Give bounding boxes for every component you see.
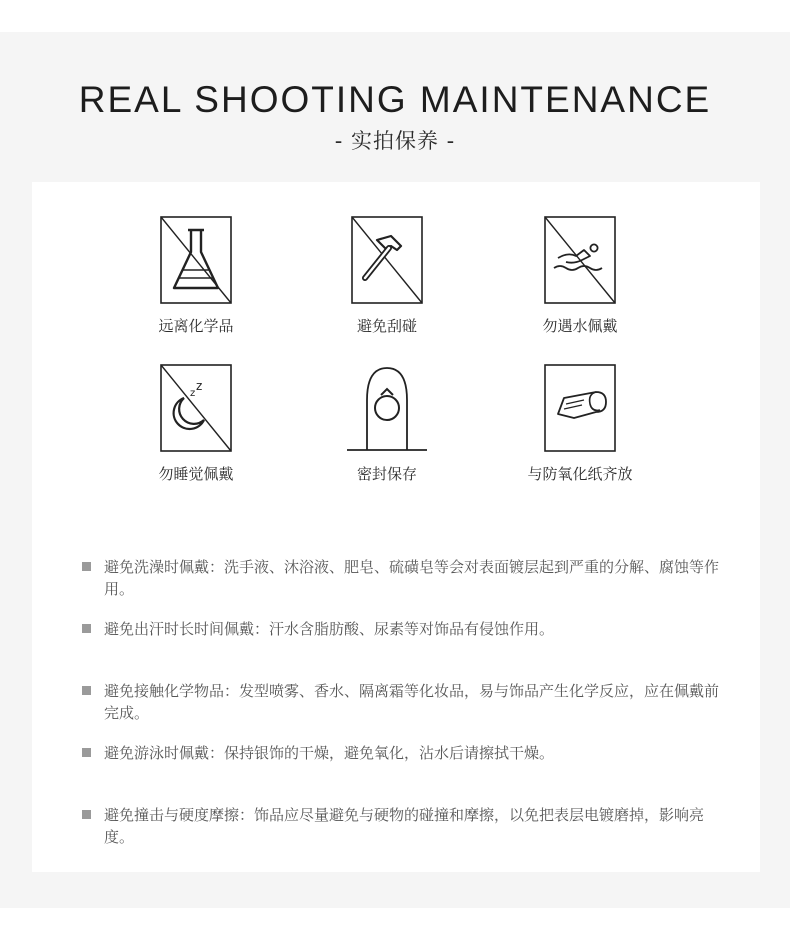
icon-item-water [490,216,670,336]
sleep-moon-icon [160,364,232,454]
icon-label: 密封保存 [356,465,417,483]
svg-text:z: z [190,388,196,399]
note-text: 避免游泳时佩戴：保持银饰的干燥，避免氧化，沾水后请擦拭干燥。 [104,744,555,762]
icon-item-sleep [106,364,286,484]
bullet-square [82,562,91,571]
bullet-square [82,624,91,633]
note-text: 避免撞击与硬度摩擦：饰品应尽量避免与硬物的碰撞和摩擦，以免把表层电镀磨掉，影响亮度。 [104,806,705,846]
page-subtitle: - 实拍保养 - [334,129,456,153]
ring-finger-icon [345,364,429,454]
icon-label: 避免刮碰 [356,317,417,335]
note-text: 避免出汗时长时间佩戴：汗水含脂肪酸、尿素等对饰品有侵蚀作用。 [104,620,555,638]
hammer-icon [351,216,423,306]
icon-item-antioxidant-paper [490,364,670,484]
bullet-square [82,686,91,695]
icon-item-chemicals [106,216,286,336]
chemical-flask-icon [160,216,232,306]
swimming-icon [544,216,616,306]
paper-roll-icon [544,364,616,454]
icon-label: 勿遇水佩戴 [542,317,618,335]
bullet-square [82,810,91,819]
page-title: REAL SHOOTING MAINTENANCE [78,79,712,120]
bullet-square [82,748,91,757]
note-text: 避免接触化学物品：发型喷雾、香水、隔离霜等化妆品，易与饰品产生化学反应，应在佩戴前完成。 [104,682,720,722]
note-text: 避免洗澡时佩戴：洗手液、沐浴液、肥皂、硫磺皂等会对表面镀层起到严重的分解、腐蚀等作用。 [104,558,720,598]
icon-label: 与防氧化纸齐放 [527,465,633,483]
icon-item-scratch [297,216,477,336]
svg-text:z: z [196,379,203,393]
icon-label: 勿睡觉佩戴 [158,465,234,483]
maintenance-card [32,182,760,872]
icon-label: 远离化学品 [158,317,234,335]
icon-item-sealed [297,364,477,484]
